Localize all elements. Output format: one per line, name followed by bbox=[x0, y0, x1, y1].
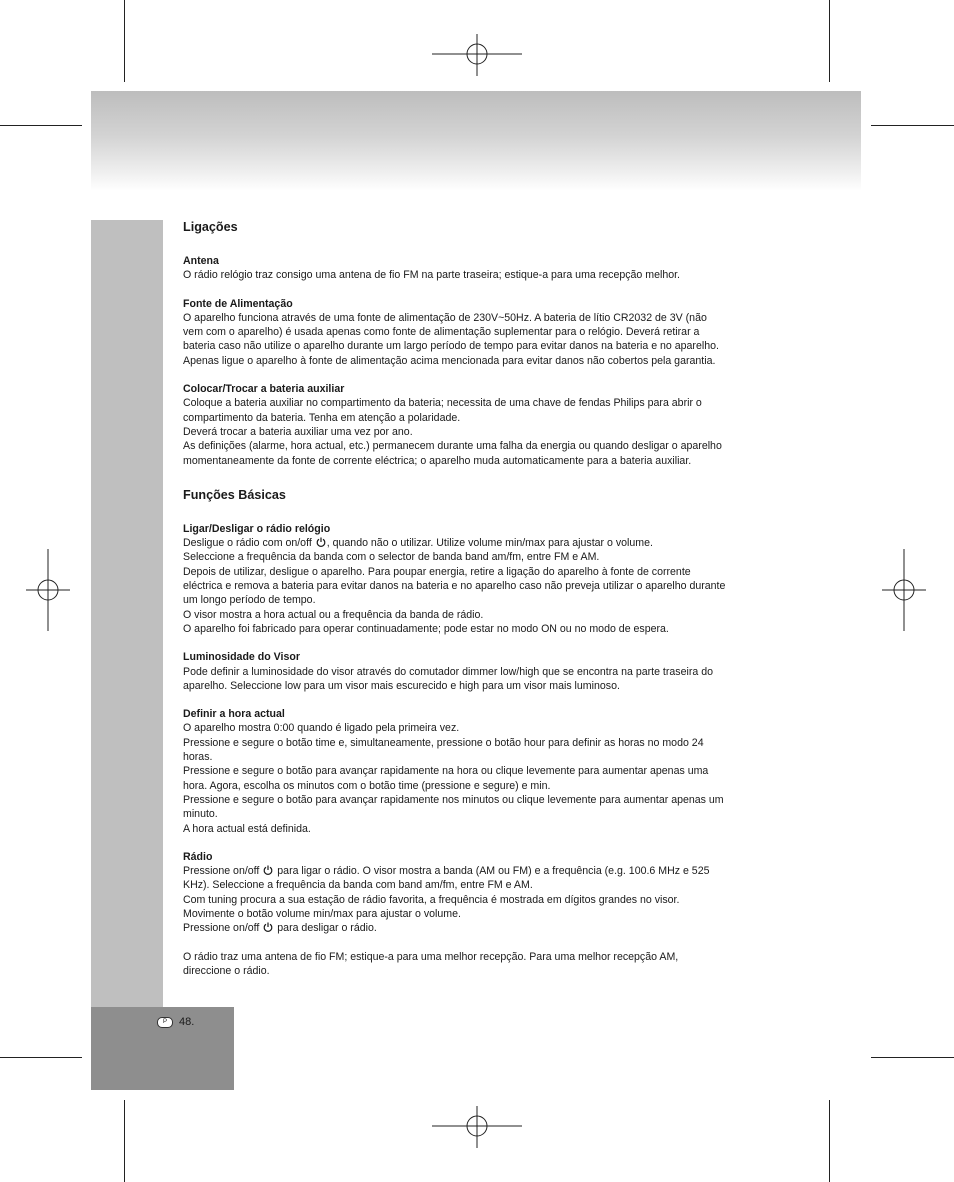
power-icon bbox=[263, 865, 273, 875]
text-fragment: Pressione on/off bbox=[183, 922, 260, 935]
paragraph-line: Pressione e segure o botão time e, simultaneamente, pressione o botão hour para definir as horas no modo 24 bbox=[183, 736, 704, 749]
subsection-heading: Luminosidade do Visor bbox=[183, 651, 300, 664]
paragraph-line: Coloque a bateria auxiliar no compartimento da bateria; necessita de uma chave de fendas Philips para abrir o bbox=[183, 397, 702, 410]
subsection-luminosidade bbox=[183, 650, 783, 693]
crop-mark bbox=[0, 125, 82, 126]
paragraph-line: O aparelho mostra 0:00 quando é ligado pela primeira vez. bbox=[183, 722, 460, 735]
registration-mark-bottom bbox=[432, 1106, 522, 1148]
paragraph-line: horas. bbox=[183, 751, 213, 764]
text-fragment: Pressione on/off bbox=[183, 865, 260, 878]
subsection-ligar bbox=[183, 522, 783, 636]
crop-mark bbox=[124, 1100, 125, 1182]
paragraph-line: Deverá trocar a bateria auxiliar uma vez por ano. bbox=[183, 425, 413, 438]
subsection-heading: Definir a hora actual bbox=[183, 708, 285, 721]
paragraph-line: Pode definir a luminosidade do visor através do comutador dimmer low/high que se encontra na parte traseira do bbox=[183, 665, 713, 678]
paragraph-line: O aparelho funciona através de uma fonte de alimentação de 230V~50Hz. A bateria de lítio CR2032 de 3V (não bbox=[183, 311, 707, 324]
paragraph-line: KHz). Seleccione a frequência da banda com band am/fm, entre FM e AM. bbox=[183, 879, 533, 892]
paragraph-line: hora. Agora, escolha os minutos com o botão time (pressione e segure) e min. bbox=[183, 779, 551, 792]
power-icon bbox=[263, 922, 273, 932]
text-fragment: Desligue o rádio com on/off bbox=[183, 537, 312, 550]
subsection-heading: Colocar/Trocar a bateria auxiliar bbox=[183, 383, 345, 396]
language-badge: P bbox=[157, 1017, 173, 1028]
paragraph-line: Movimente o botão volume min/max para ajustar o volume. bbox=[183, 907, 461, 920]
header-band bbox=[91, 91, 861, 191]
main-content bbox=[183, 219, 783, 992]
section-title-ligacoes: Ligações bbox=[183, 220, 238, 234]
registration-mark-top bbox=[432, 34, 522, 76]
subsection-antena bbox=[183, 254, 783, 283]
paragraph-line: A hora actual está definida. bbox=[183, 822, 311, 835]
paragraph-line: direccione o rádio. bbox=[183, 964, 270, 977]
paragraph-line: compartimento da bateria. Tenha em atenção a polaridade. bbox=[183, 411, 461, 424]
crop-mark bbox=[124, 0, 125, 82]
paragraph-line: O rádio traz uma antena de fio FM; estique-a para uma melhor recepção. Para uma melhor recepção AM, bbox=[183, 950, 679, 963]
crop-mark bbox=[829, 0, 830, 82]
subsection-heading: Fonte de Alimentação bbox=[183, 297, 293, 310]
paragraph-line: O visor mostra a hora actual ou a frequência da banda de rádio. bbox=[183, 608, 484, 621]
subsection-heading: Ligar/Desligar o rádio relógio bbox=[183, 522, 331, 535]
paragraph-line bbox=[183, 536, 783, 550]
subsection-radio bbox=[183, 850, 783, 978]
registration-mark-right bbox=[882, 549, 926, 631]
subsection-bateria bbox=[183, 382, 783, 468]
power-icon bbox=[316, 537, 326, 547]
paragraph-line: As definições (alarme, hora actual, etc.) permanecem durante uma falha da energia ou quando desligar o aparelho bbox=[183, 440, 722, 453]
crop-mark bbox=[0, 1057, 82, 1058]
paragraph-line bbox=[183, 921, 783, 935]
text-fragment: , quando não o utilizar. Utilize volume min/max para ajustar o volume. bbox=[326, 537, 653, 550]
paragraph-line: eléctrica e remova a bateria para evitar danos na bateria e no aparelho caso não preveja utilizar o aparelho durante bbox=[183, 580, 726, 593]
paragraph-line: Depois de utilizar, desligue o aparelho. Para poupar energia, retire a ligação do aparelho à fonte de corrente bbox=[183, 565, 691, 578]
paragraph-line: bateria caso não utilize o aparelho durante um largo período de tempo para evitar danos na bateria e no aparelho. bbox=[183, 340, 719, 353]
subsection-heading: Antena bbox=[183, 255, 219, 267]
paragraph-line: Pressione e segure o botão para avançar rapidamente nos minutos ou clique levemente para aumentar apenas um bbox=[183, 793, 724, 806]
subsection-heading: Rádio bbox=[183, 850, 213, 863]
paragraph-line: O rádio relógio traz consigo uma antena de fio FM na parte traseira; estique-a para uma recepção melhor. bbox=[183, 269, 680, 282]
crop-mark bbox=[871, 1057, 954, 1058]
subsection-fonte bbox=[183, 297, 783, 368]
section-title-funcoes: Funções Básicas bbox=[183, 487, 286, 502]
text-fragment: para desligar o rádio. bbox=[277, 922, 377, 935]
page-number-text: 48. bbox=[179, 1016, 195, 1028]
paragraph-line: um longo período de tempo. bbox=[183, 594, 316, 607]
paragraph-line: minuto. bbox=[183, 808, 218, 821]
crop-mark bbox=[871, 125, 954, 126]
text-fragment: para ligar o rádio. O visor mostra a banda (AM ou FM) e a frequência (e.g. 100.6 MHz e 525 bbox=[277, 865, 710, 878]
subsection-hora bbox=[183, 707, 783, 836]
paragraph-line: Pressione e segure o botão para avançar rapidamente na hora ou clique levemente para aumentar apenas uma bbox=[183, 765, 709, 778]
registration-mark-left bbox=[26, 549, 70, 631]
paragraph-line: Seleccione a frequência da banda com o selector de banda band am/fm, entre FM e AM. bbox=[183, 551, 600, 564]
paragraph-line bbox=[183, 864, 783, 878]
page-number bbox=[157, 1016, 194, 1028]
paragraph-line: vem com o aparelho) é usada apenas como fonte de alimentação suplementar para o relógio. Deverá retirar a bbox=[183, 326, 700, 339]
crop-mark bbox=[829, 1100, 830, 1182]
paragraph-line: Apenas ligue o aparelho à fonte de alimentação acima mencionada para evitar danos não cobertos pela garantia. bbox=[183, 354, 716, 367]
side-bar bbox=[91, 220, 163, 1090]
paragraph-line: Com tuning procura a sua estação de rádio favorita, a frequência é mostrada em dígitos grandes no visor. bbox=[183, 893, 680, 906]
paragraph-line: aparelho. Seleccione low para um visor mais escurecido e high para um visor mais luminoso. bbox=[183, 679, 620, 692]
paragraph-line: O aparelho foi fabricado para operar continuadamente; pode estar no modo ON ou no modo de espera. bbox=[183, 622, 669, 635]
paragraph-line: momentaneamente da fonte de corrente eléctrica; o aparelho muda automaticamente para a bateria auxiliar. bbox=[183, 454, 692, 467]
